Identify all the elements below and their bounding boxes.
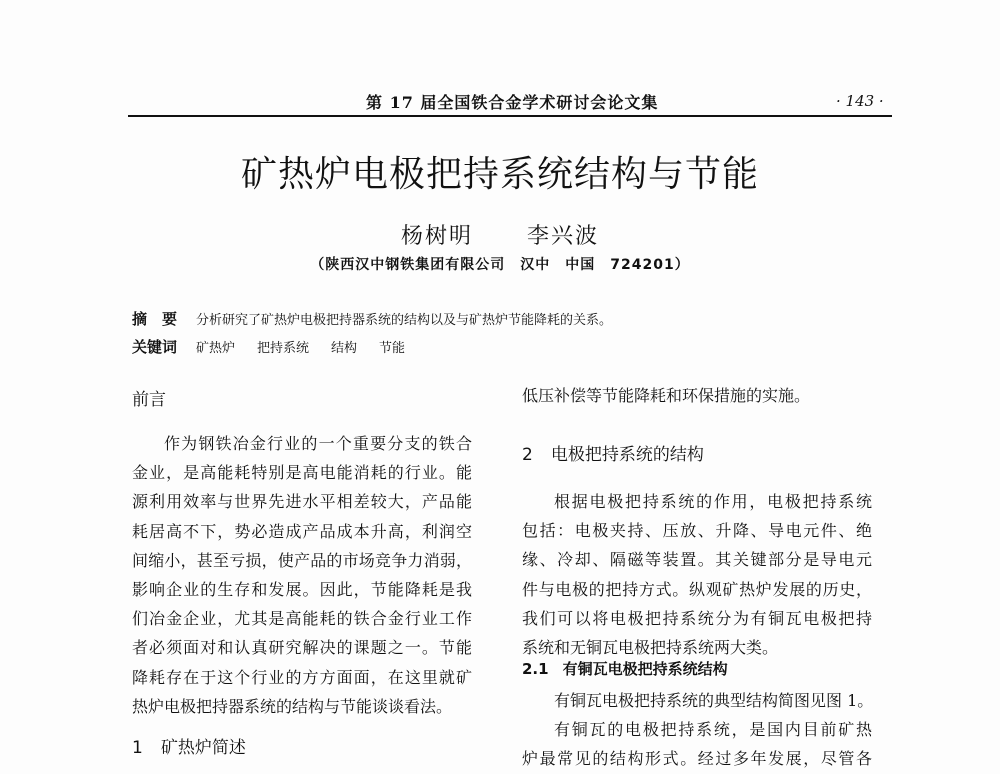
keyword: 节能 (379, 341, 406, 356)
keywords (132, 336, 427, 357)
affiliation: （陕西汉中钢铁集团有限公司 汉中 中国 724201） (310, 257, 690, 273)
author-2: 李兴波 (527, 224, 600, 249)
section-2-heading (522, 440, 704, 465)
text-line: 低压补偿等节能降耗和环保措施的实施。 (522, 386, 811, 405)
carry-over-line (522, 381, 872, 410)
author-1: 杨树明 (400, 224, 473, 249)
abstract-label: 摘 要 (132, 310, 178, 328)
text-line: 缘、冷却、隔磁等装置。其关键部分是导电元 (522, 550, 872, 570)
paper-title: 矿热炉电极把持系统结构与节能 (240, 154, 759, 195)
preface-heading: 前言 (132, 390, 166, 410)
header-rule (128, 115, 892, 117)
text-line: 们冶金企业，尤其是高能耗的铁合金行业工作 (132, 609, 472, 629)
text-line: 间缩小，甚至亏损，使产品的市场竞争力消弱， (132, 550, 472, 570)
section-title: 矿热炉简述 (160, 738, 246, 758)
keyword: 矿热炉 (196, 341, 236, 356)
text-line: 件与电极的把持方式。纵观矿热炉发展的历史， (522, 579, 872, 599)
page-number: · 143 · (836, 92, 884, 110)
keyword: 把持系统 (257, 341, 310, 356)
text-line: 有铜瓦的电极把持系统，是国内目前矿热 (554, 720, 872, 740)
section-number: 2.1 (522, 660, 549, 678)
text-line: 有铜瓦电极把持系统的典型结构简图见图 1。 (554, 691, 874, 710)
section-title: 有铜瓦电极把持系统结构 (562, 660, 728, 678)
text-line: 降耗存在于这个行业的方方面面，在这里就矿 (132, 667, 472, 687)
text-line: 作为钢铁冶金行业的一个重要分支的铁合 (164, 434, 472, 453)
text-line: 热炉电极把持器系统的结构与节能谈谈看法。 (132, 696, 453, 716)
text-line: 金业，是高能耗特别是高电能消耗的行业。能 (132, 463, 472, 483)
running-header: 第 17 届全国铁合金学术研讨会论文集 (366, 93, 659, 112)
text-line: 根据电极把持系统的作用，电极把持系统 (554, 492, 872, 511)
section-2-1-paragraph (522, 686, 872, 774)
text-line: 耗居高不下，势必造成产品成本升高，利润空 (132, 521, 472, 541)
text-line: 源利用效率与世界先进水平相差较大，产品能 (132, 492, 472, 512)
section-number: 1 (132, 738, 143, 758)
text-line: 炉最常见的结构形式。经过多年发展，尽管各 (522, 749, 872, 769)
author-line (0, 219, 1000, 250)
preface-paragraph (132, 429, 472, 721)
text-line: 包括：电极夹持、压放、升降、导电元件、绝 (522, 521, 872, 541)
text-line: 影响企业的生存和发展。因此，节能降耗是我 (132, 580, 472, 600)
keywords-label: 关键词 (132, 338, 178, 356)
section-title: 电极把持系统的结构 (550, 445, 704, 465)
section-2-1-heading (522, 658, 728, 679)
keyword: 结构 (331, 341, 358, 356)
section-number: 2 (522, 445, 533, 465)
abstract (132, 308, 612, 329)
text-line: 者必须面对和认真研究解决的课题之一。节能 (132, 638, 472, 658)
section-2-paragraph (522, 487, 872, 662)
text-line: 我们可以将电极把持系统分为有铜瓦电极把持 (522, 608, 872, 628)
text-line: 系统和无铜瓦电极把持系统两大类。 (522, 638, 779, 658)
abstract-text: 分析研究了矿热炉电极把持器系统的结构以及与矿热炉节能降耗的关系。 (196, 313, 613, 328)
section-1-heading (132, 733, 246, 758)
